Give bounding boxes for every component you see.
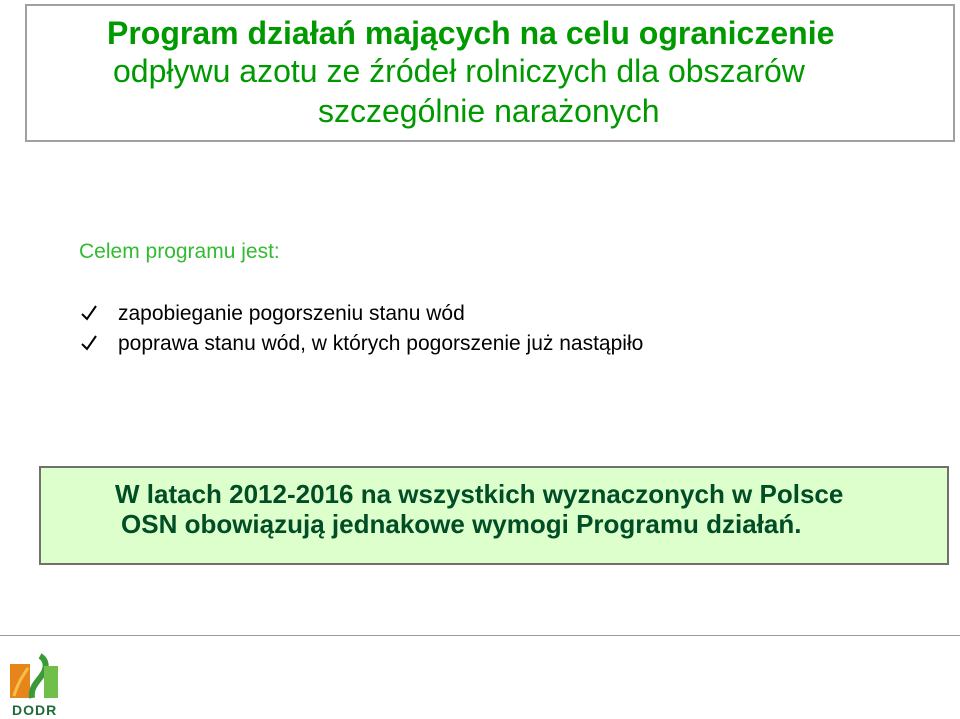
goals-heading: Celem programu jest: xyxy=(79,240,280,263)
title-line-1: Program działań mających na celu ograniczenie xyxy=(107,15,835,51)
dodr-logo xyxy=(4,652,68,718)
checkmark-icon xyxy=(80,334,98,352)
title-line-2: odpływu azotu ze źródeł rolniczych dla obszarów xyxy=(113,53,805,89)
title-box xyxy=(25,4,955,142)
logo-text: DODR xyxy=(12,702,58,718)
goal-text: zapobieganie pogorszeniu stanu wód xyxy=(118,302,465,325)
info-line-1: W latach 2012-2016 na wszystkich wyznaczonych w Polsce xyxy=(115,479,844,509)
title-line-3: szczególnie narażonych xyxy=(318,93,660,129)
checkmark-icon xyxy=(80,304,98,322)
info-line-2: OSN obowiązują jednakowe wymogi Programu działań. xyxy=(121,509,802,539)
goal-text: poprawa stanu wód, w których pogorszenie już nastąpiło xyxy=(118,332,644,355)
footer-divider xyxy=(0,635,960,636)
info-box xyxy=(39,466,949,565)
dodr-logo-icon xyxy=(4,652,68,702)
